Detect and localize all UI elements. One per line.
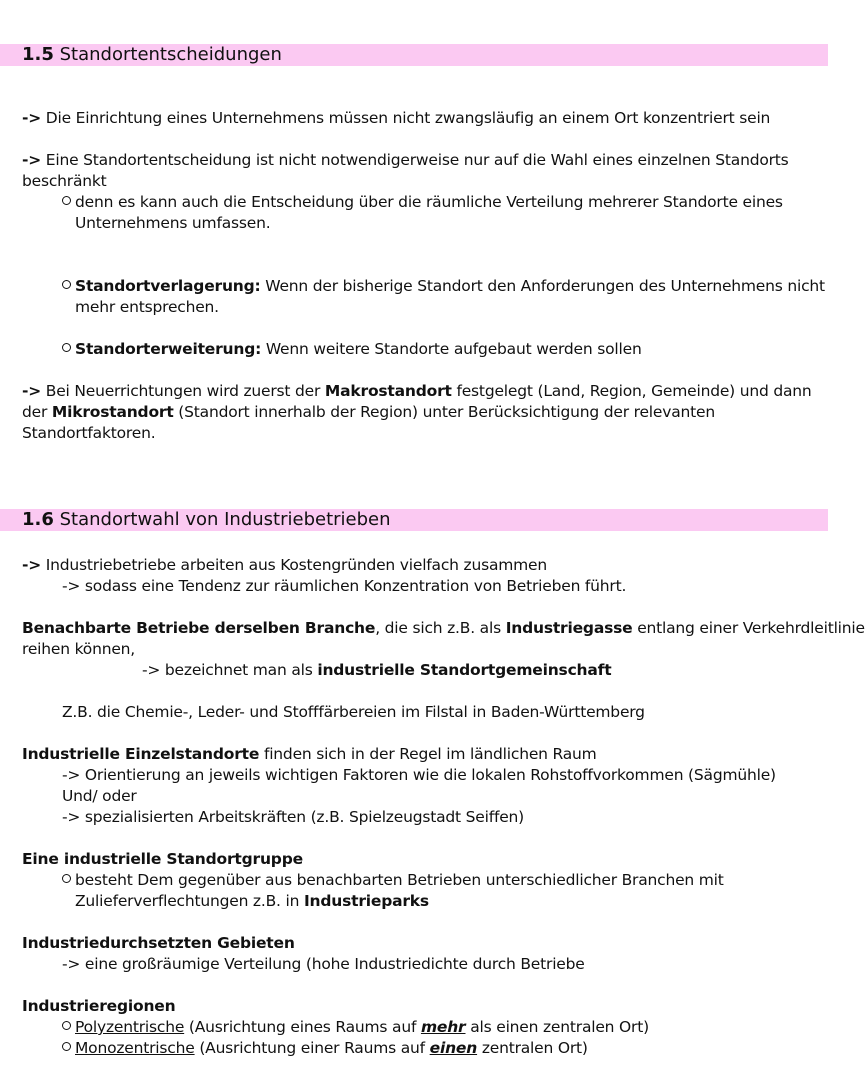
section-number: 1.6 xyxy=(22,509,54,530)
text-line: Unternehmens umfassen. xyxy=(75,214,271,232)
bullet-item: Standortverlagerung: Wenn der bisherige Standort den Anforderungen des Unternehmens nicht xyxy=(62,276,820,297)
text-line: -> spezialisierten Arbeitskräften (z.B. Spielzeugstadt Seiffen) xyxy=(62,808,525,826)
text-line: -> Eine Standortentscheidung ist nicht notwendigerweise nur auf die Wahl eines einzelnen Standorts xyxy=(22,151,789,169)
text-line: beschränkt xyxy=(22,172,107,190)
text-line: Benachbarte Betriebe derselben Branche, die sich z.B. als Industriegasse entlang einer Verkehrdleitlinie xyxy=(22,619,865,637)
section-title: Standortentscheidungen xyxy=(59,44,282,65)
text-line: Industrieregionen xyxy=(22,997,176,1015)
text-line: Und/ oder xyxy=(62,787,137,805)
circle-bullet-icon xyxy=(62,1042,71,1051)
text-line: Industrielle Einzelstandorte finden sich in der Regel im ländlichen Raum xyxy=(22,745,597,763)
text-line: Zulieferverflechtungen z.B. in Industrieparks xyxy=(75,892,429,910)
text-line: Z.B. die Chemie-, Leder- und Stofffärbereien im Filstal in Baden-Württemberg xyxy=(62,703,645,721)
text-line: mehr entsprechen. xyxy=(75,298,219,316)
text-line: -> Industriebetriebe arbeiten aus Kostengründen vielfach zusammen xyxy=(22,556,548,574)
bullet-item: besteht Dem gegenüber aus benachbarten Betrieben unterschiedlicher Branchen mit xyxy=(62,870,820,891)
section-title: Standortwahl von Industriebetrieben xyxy=(59,509,391,530)
text-line: Industriedurchsetzten Gebieten xyxy=(22,934,295,952)
bullet-item: Polyzentrische (Ausrichtung eines Raums auf mehr als einen zentralen Ort) xyxy=(62,1017,820,1038)
bullet-item: denn es kann auch die Entscheidung über die räumliche Verteilung mehrerer Standorte eines xyxy=(62,192,820,213)
text-line: -> Bei Neuerrichtungen wird zuerst der Makrostandort festgelegt (Land, Region, Gemeinde) und dann xyxy=(22,382,812,400)
section-number: 1.5 xyxy=(22,44,54,65)
text-line: Eine industrielle Standortgruppe xyxy=(22,850,303,868)
section-header-1-6 xyxy=(0,509,828,531)
text-line: -> Die Einrichtung eines Unternehmens müssen nicht zwangsläufig an einem Ort konzentriert sein xyxy=(22,109,771,127)
text-line: der Mikrostandort (Standort innerhalb der Region) unter Berücksichtigung der relevanten xyxy=(22,403,715,421)
text-line: reihen können, xyxy=(22,640,136,658)
bullet-item: Monozentrische (Ausrichtung einer Raums auf einen zentralen Ort) xyxy=(62,1038,820,1059)
section-header-1-5 xyxy=(0,44,828,66)
text-line: -> Orientierung an jeweils wichtigen Faktoren wie die lokalen Rohstoffvorkommen (Sägmühle) xyxy=(62,766,776,784)
text-line: -> eine großräumige Verteilung (hohe Industriedichte durch Betriebe xyxy=(62,955,585,973)
circle-bullet-icon xyxy=(62,196,71,205)
circle-bullet-icon xyxy=(62,280,71,289)
bullet-item: Standorterweiterung: Wenn weitere Standorte aufgebaut werden sollen xyxy=(62,339,820,360)
circle-bullet-icon xyxy=(62,874,71,883)
circle-bullet-icon xyxy=(62,343,71,352)
circle-bullet-icon xyxy=(62,1021,71,1030)
text-line: Standortfaktoren. xyxy=(22,424,156,442)
text-line: -> bezeichnet man als industrielle Standortgemeinschaft xyxy=(142,661,612,679)
text-line: -> sodass eine Tendenz zur räumlichen Konzentration von Betrieben führt. xyxy=(62,577,627,595)
